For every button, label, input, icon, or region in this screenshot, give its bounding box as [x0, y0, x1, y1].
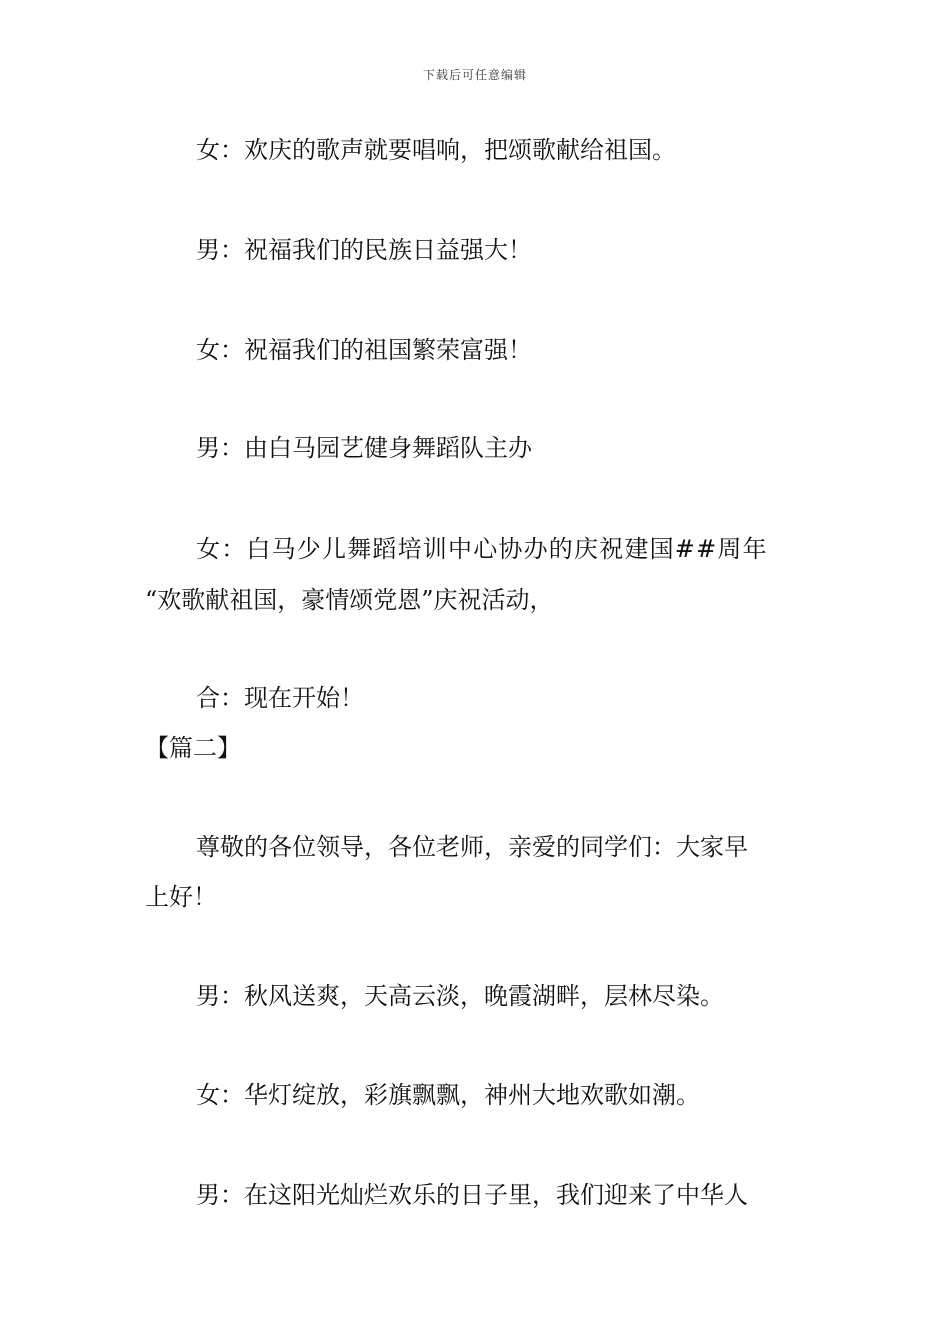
dialogue-line: 女：欢庆的歌声就要唱响，把颂歌献给祖国。 [196, 136, 676, 164]
dialogue-line: 女：白马少儿舞蹈培训中心协办的庆祝建国##周年 [196, 535, 768, 563]
greeting-line: 尊敬的各位领导，各位老师，亲爱的同学们：大家早 [196, 833, 748, 861]
dialogue-line: 男：秋风送爽，天高云淡，晚霞湖畔，层林尽染。 [196, 982, 724, 1010]
dialogue-line: 男：祝福我们的民族日益强大！ [196, 236, 532, 264]
section-heading: 【篇二】 [145, 734, 241, 762]
dialogue-line: 合：现在开始！ [196, 684, 364, 712]
dialogue-line: 男：在这阳光灿烂欢乐的日子里，我们迎来了中华人 [196, 1181, 748, 1209]
dialogue-line: 男：由白马园艺健身舞蹈队主办 [196, 434, 532, 462]
dialogue-line: 女：祝福我们的祖国繁荣富强！ [196, 336, 532, 364]
page-header-note: 下载后可任意编辑 [422, 68, 527, 82]
greeting-line-continuation: 上好！ [145, 883, 217, 911]
dialogue-line: 女：华灯绽放，彩旗飘飘，神州大地欢歌如潮。 [196, 1081, 700, 1109]
dialogue-line-continuation: “欢歌献祖国，豪情颂党恩”庆祝活动， [145, 586, 554, 614]
